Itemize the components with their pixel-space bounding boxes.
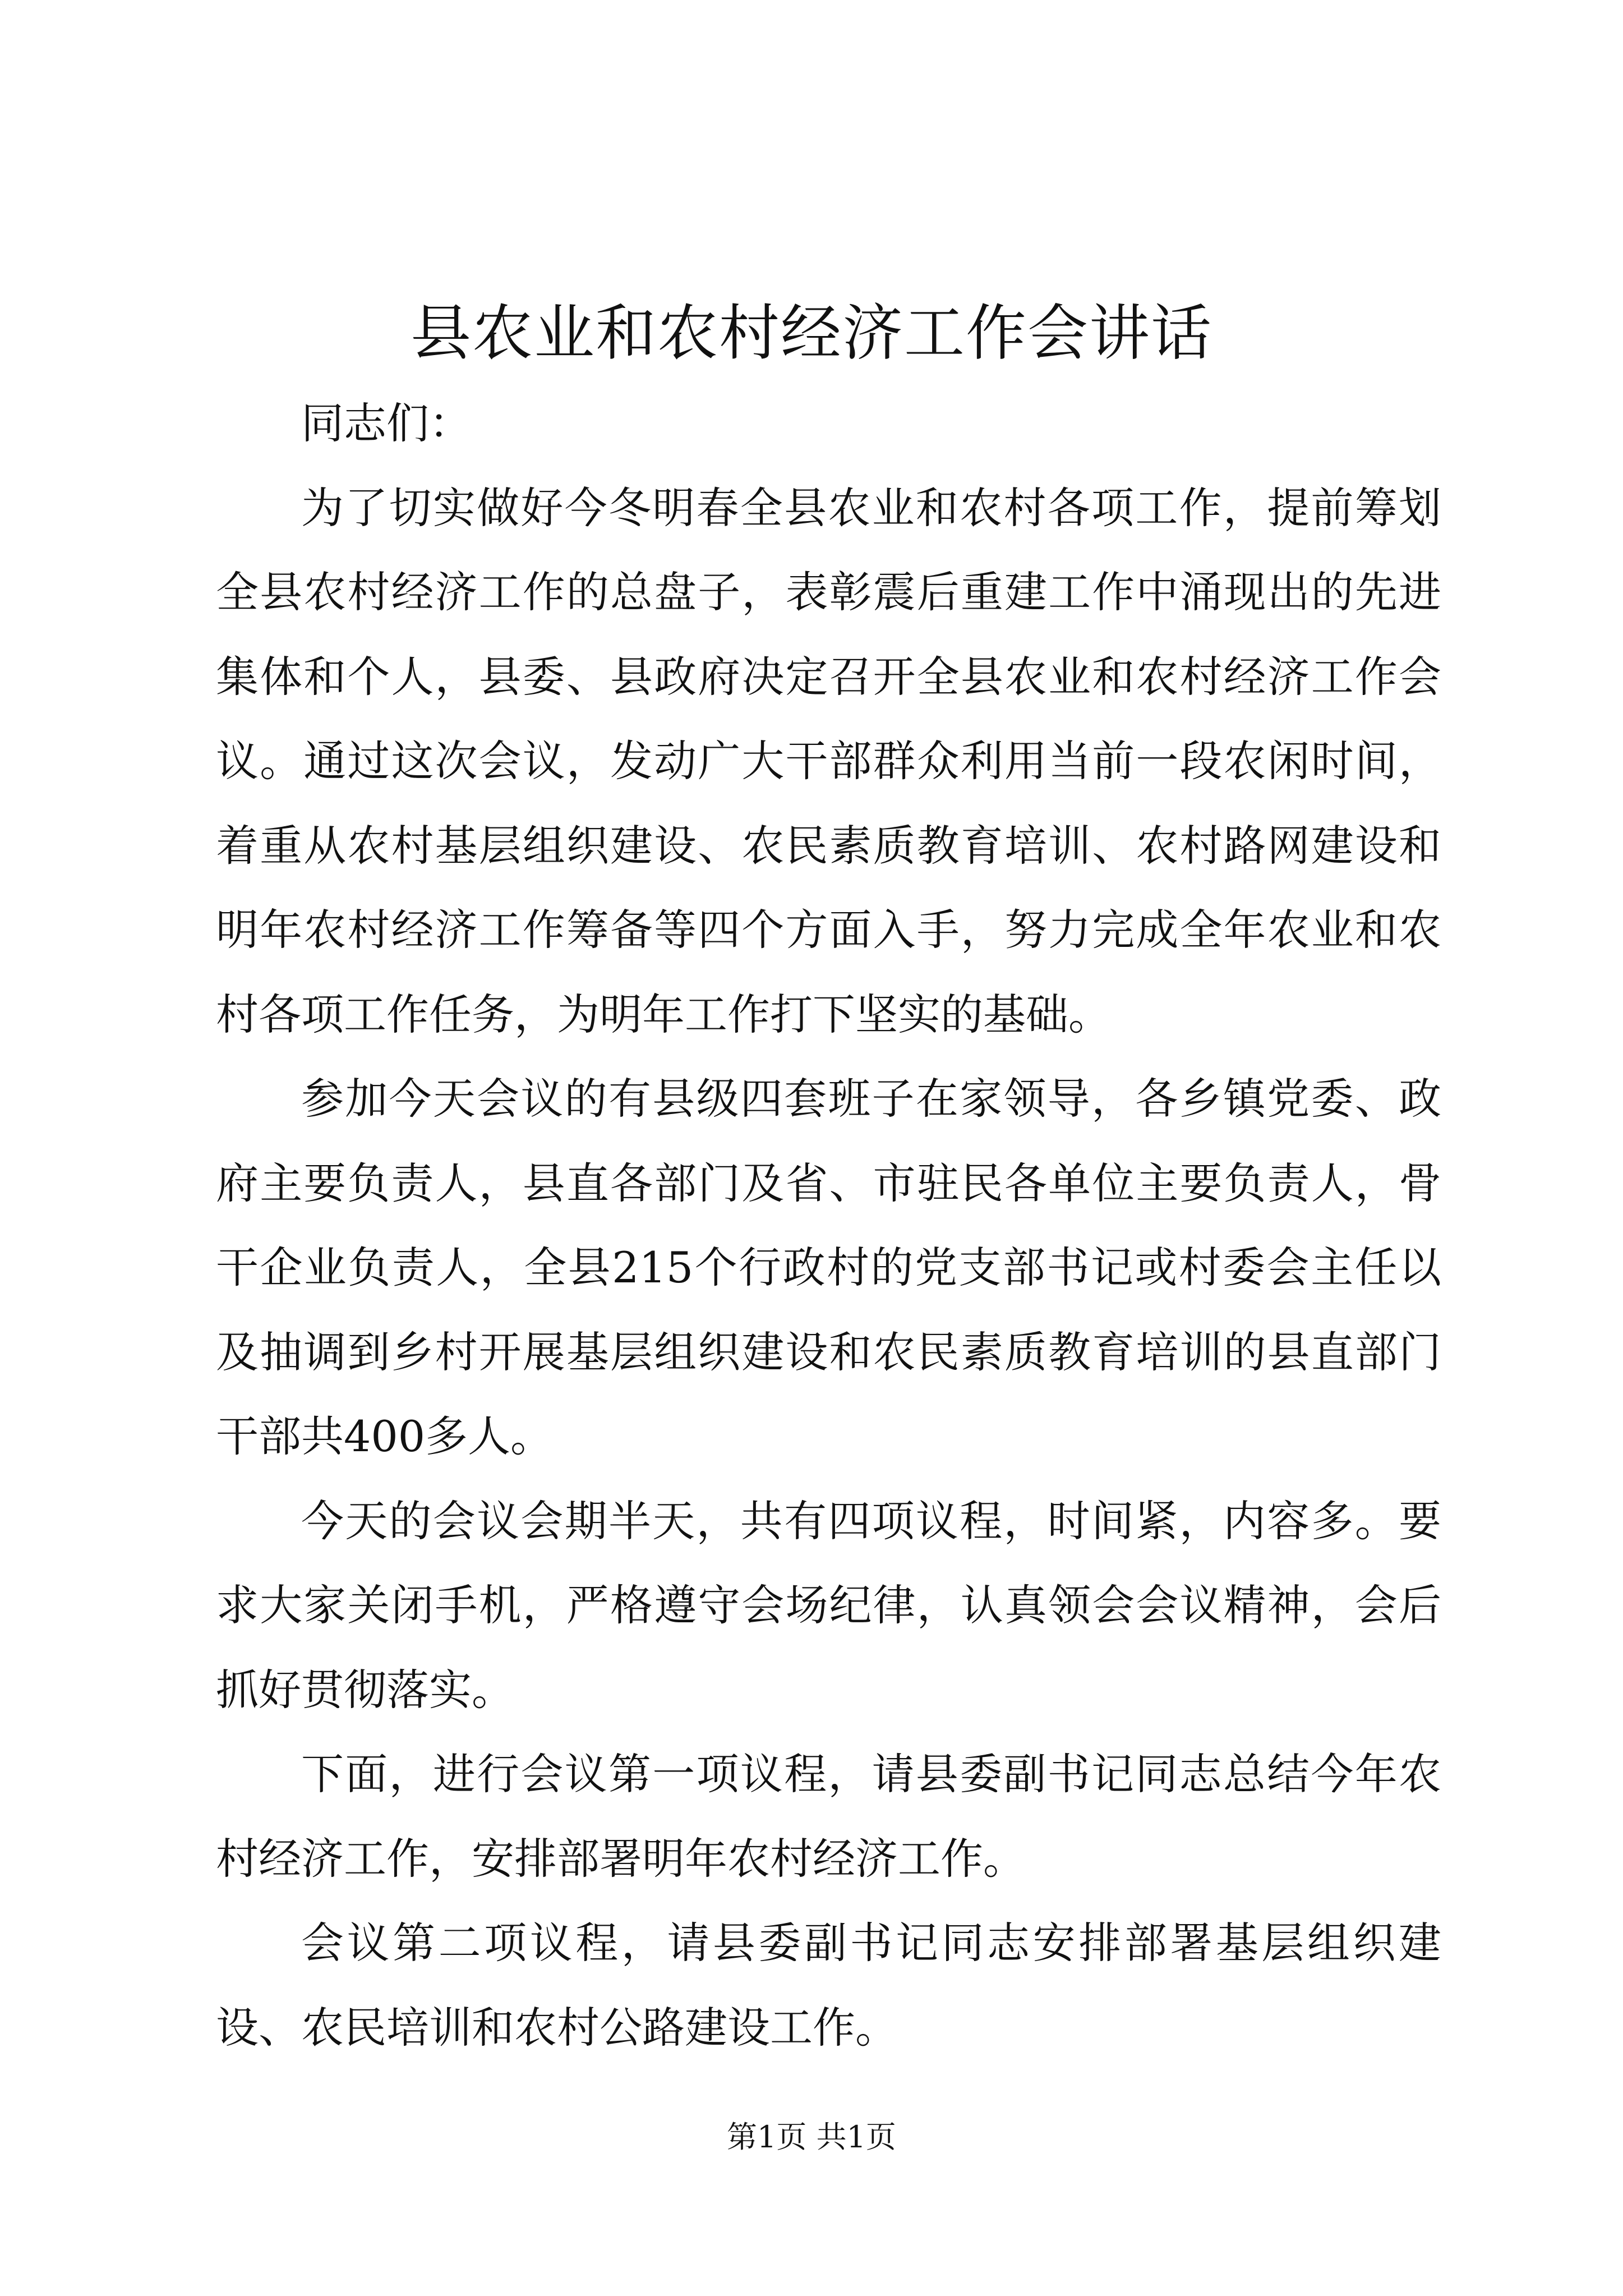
document-body [216, 381, 1441, 2070]
document-title: 县农业和农村经济工作会讲话 [410, 298, 1212, 369]
paragraph-agenda-1: 下面，进行会议第一项议程，请县委副书记同志总结今年农村经济工作，安排部署明年农村经济工作。 [216, 1749, 1441, 1884]
page-footer: 第1页 共1页 [727, 2119, 896, 2155]
paragraph-agenda-2: 会议第二项议程，请县委副书记同志安排部署基层组织建设、农民培训和农村公路建设工作。 [216, 1918, 1441, 2053]
salutation: 同志们： [301, 398, 472, 448]
paragraph-meeting-rules: 今天的会议会期半天，共有四项议程，时间紧，内容多。要求大家关闭手机，严格遵守会场纪律，认真领会会议精神，会后抓好贯彻落实。 [216, 1496, 1441, 1715]
paragraph-attendees: 参加今天会议的有县级四套班子在家领导，各乡镇党委、政府主要负责人，县直各部门及省、市驻民各单位主要负责人，骨干企业负责人，全县215个行政村的党支部书记或村委会主任以及抽调到乡村开展基层组织建设和农民素质教育培训的县直部门干部共400多人。 [216, 1074, 1441, 1461]
paragraph-purpose: 为了切实做好今冬明春全县农业和农村各项工作，提前筹划全县农村经济工作的总盘子，表彰震后重建工作中涌现出的先进集体和个人，县委、县政府决定召开全县农业和农村经济工作会议。通过这次会议，发动广大干部群众利用当前一段农闲时间，着重从农村基层组织建设、农民素质教育培训、农村路网建设和明年农村经济工作筹备等四个方面入手，努力完成全年农业和农村各项工作任务，为明年工作打下坚实的基础。 [216, 482, 1441, 1039]
